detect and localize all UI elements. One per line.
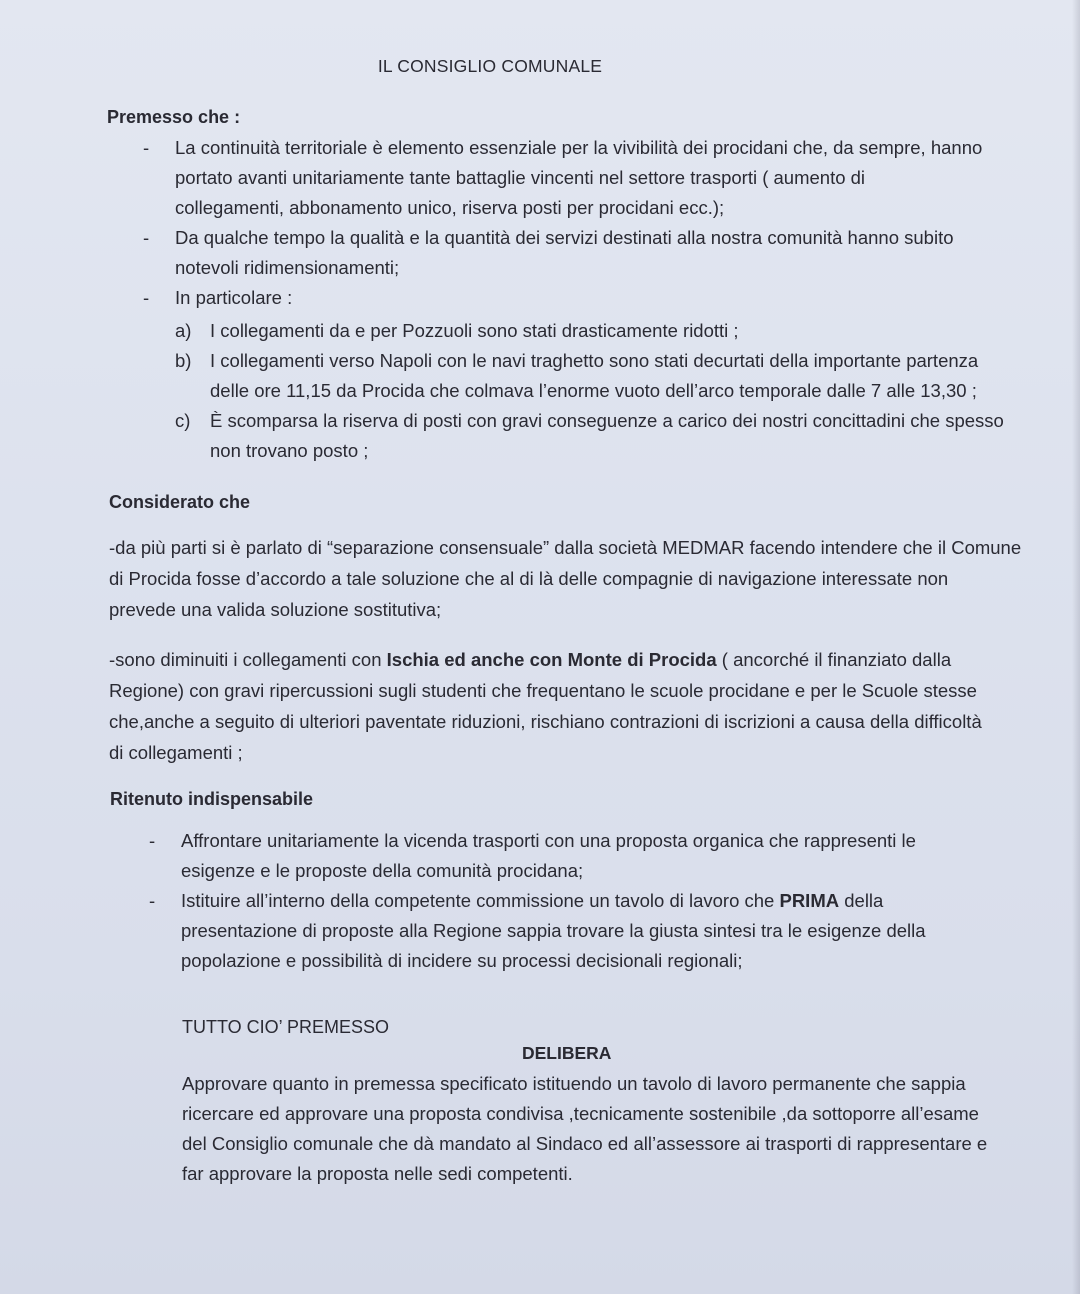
ritenuto-bullets bbox=[149, 826, 926, 976]
heading-premesso: Premesso che : bbox=[107, 107, 241, 127]
text-run: ( ancorché il finanziato dalla bbox=[716, 649, 952, 670]
text-line: La continuità territoriale è elemento essenziale per la vivibilità dei procidani che, da sempre, hanno bbox=[175, 137, 983, 158]
text-line: È scomparsa la riserva di posti con gravi conseguenze a carico dei nostri concittadini che spesso bbox=[210, 410, 1004, 431]
text-line: I collegamenti da e per Pozzuoli sono stati drasticamente ridotti ; bbox=[210, 320, 739, 341]
text-line: -da più parti si è parlato di “separazione consensuale” dalla società MEDMAR facendo intendere che il Comune bbox=[109, 537, 1022, 558]
text-line: Approvare quanto in premessa specificato istituendo un tavolo di lavoro permanente che sappia bbox=[182, 1073, 966, 1094]
bullet-dash: - bbox=[149, 890, 156, 911]
text-line: notevoli ridimensionamenti; bbox=[175, 257, 400, 278]
text-line: Regione) con gravi ripercussioni sugli studenti che frequentano le scuole procidane e per le Scuole stesse bbox=[109, 680, 977, 701]
document-title: IL CONSIGLIO COMUNALE bbox=[377, 56, 603, 76]
text-line bbox=[109, 644, 982, 675]
text-line bbox=[181, 886, 926, 916]
bold-text: PRIMA bbox=[779, 890, 840, 911]
list-item bbox=[149, 886, 926, 976]
bullet-dash: - bbox=[143, 227, 150, 248]
text-run: Istituire all’interno della competente commissione un tavolo di lavoro che bbox=[181, 890, 780, 911]
text-line: esigenze e le proposte della comunità procidana; bbox=[181, 860, 584, 881]
item-label: b) bbox=[175, 350, 192, 371]
list-item bbox=[175, 406, 1004, 466]
list-item bbox=[149, 826, 926, 886]
text-line: collegamenti, abbonamento unico, riserva posti per procidani ecc.); bbox=[175, 197, 725, 218]
text-run: della bbox=[839, 890, 884, 911]
text-line: I collegamenti verso Napoli con le navi traghetto sono stati decurtati della importante partenza bbox=[210, 350, 979, 371]
delibera-paragraph bbox=[182, 1069, 987, 1189]
heading-considerato: Considerato che bbox=[109, 492, 251, 512]
list-item bbox=[143, 133, 983, 223]
delibera-heading: DELIBERA bbox=[522, 1043, 612, 1063]
text-line: delle ore 11,15 da Procida che colmava l’enorme vuoto dell’arco temporale dalle 7 alle 13,30 ; bbox=[210, 380, 977, 401]
text-line: che,anche a seguito di ulteriori paventate riduzioni, rischiano contrazioni di iscrizioni a causa della difficoltà bbox=[109, 711, 982, 732]
text-line: di Procida fosse d’accordo a tale soluzione che al di là delle compagnie di navigazione interessate non bbox=[109, 568, 949, 589]
bullet-dash: - bbox=[143, 137, 150, 158]
considerato-paragraph-1 bbox=[109, 532, 1021, 625]
list-item bbox=[175, 316, 1004, 346]
text-line: di collegamenti ; bbox=[109, 742, 243, 763]
text-run: -sono diminuiti i collegamenti con bbox=[109, 649, 387, 670]
list-item bbox=[175, 346, 1004, 406]
list-item bbox=[143, 283, 982, 313]
text-line: far approvare la proposta nelle sedi competenti. bbox=[182, 1163, 573, 1184]
considerato-paragraph-2 bbox=[109, 644, 982, 768]
text-line: Da qualche tempo la qualità e la quantità dei servizi destinati alla nostra comunità hanno subito bbox=[175, 227, 954, 248]
text-line: non trovano posto ; bbox=[210, 440, 369, 461]
text-line: In particolare : bbox=[175, 287, 293, 308]
text-line: portato avanti unitariamente tante battaglie vincenti nel settore trasporti ( aumento di bbox=[175, 167, 866, 188]
text-line: Affrontare unitariamente la vicenda trasporti con una proposta organica che rappresenti le bbox=[181, 830, 916, 851]
text-line: prevede una valida soluzione sostitutiva; bbox=[109, 599, 442, 620]
text-line: ricercare ed approvare una proposta condivisa ,tecnicamente sostenibile ,da sottoporre all’esame bbox=[182, 1103, 979, 1124]
item-label: a) bbox=[175, 320, 192, 341]
list-item bbox=[143, 223, 982, 283]
item-label: c) bbox=[175, 410, 191, 431]
text-line: popolazione e possibilità di incidere su processi decisionali regionali; bbox=[181, 950, 743, 971]
premesso-bullets bbox=[143, 133, 983, 313]
bullet-dash: - bbox=[143, 287, 150, 308]
bold-text: Ischia ed anche con Monte di Procida bbox=[386, 649, 717, 670]
heading-ritenuto: Ritenuto indispensabile bbox=[110, 789, 314, 809]
premesso-sub-items bbox=[175, 316, 1004, 466]
text-line: del Consiglio comunale che dà mandato al Sindaco ed all’assessore ai trasporti di rappresentare e bbox=[182, 1133, 988, 1154]
bullet-dash: - bbox=[149, 830, 156, 851]
text-line: presentazione di proposte alla Regione sappia trovare la giusta sintesi tra le esigenze della bbox=[181, 920, 926, 941]
tutto-cio-premesso: TUTTO CIO’ PREMESSO bbox=[182, 1017, 390, 1037]
